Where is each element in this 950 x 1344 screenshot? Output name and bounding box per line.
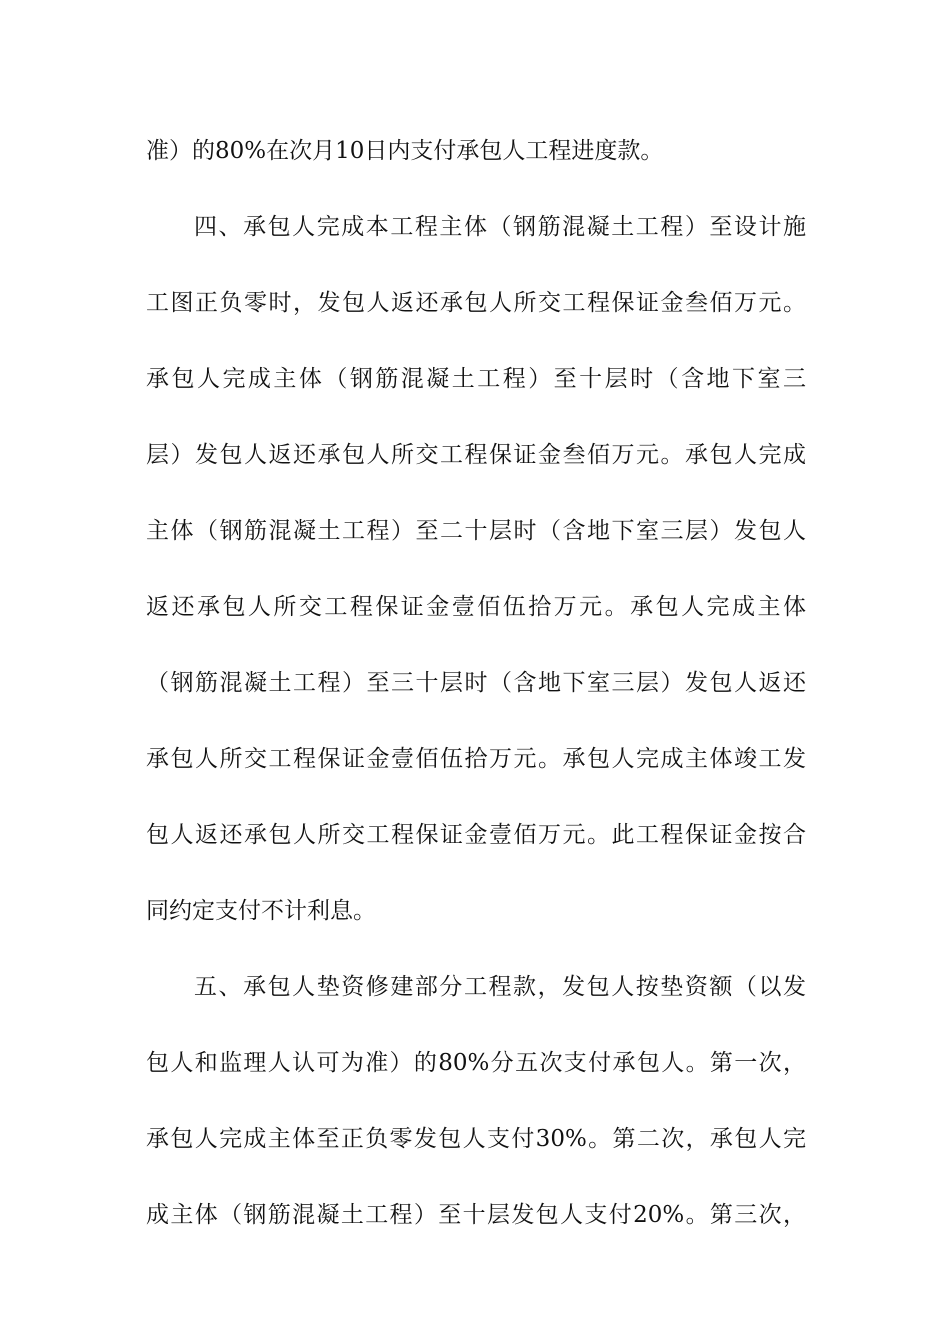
text-line: 主体（钢筋混凝土工程）至二十层时（含地下室三层）发包人 — [146, 518, 806, 544]
text-line: 承包人完成主体（钢筋混凝土工程）至十层时（含地下室三 — [146, 366, 806, 392]
text-line: 四、承包人完成本工程主体（钢筋混凝土工程）至设计施 — [194, 214, 806, 240]
text-line: 层）发包人返还承包人所交工程保证金叁佰万元。承包人完成 — [146, 442, 806, 468]
text-line: 五、承包人垫资修建部分工程款，发包人按垫资额（以发 — [194, 974, 806, 1000]
text-line: 准）的80%在次月10日内支付承包人工程进度款。 — [146, 138, 664, 164]
text-line: 成主体（钢筋混凝土工程）至十层发包人支付20%。第三次， — [146, 1202, 806, 1228]
text-line: 同约定支付不计利息。 — [146, 898, 376, 924]
text-line: 包人和监理人认可为准）的80%分五次支付承包人。第一次， — [146, 1050, 806, 1076]
text-line: 包人返还承包人所交工程保证金壹佰万元。此工程保证金按合 — [146, 822, 806, 848]
text-line: 承包人完成主体至正负零发包人支付30%。第二次，承包人完 — [146, 1126, 806, 1152]
text-line: 工图正负零时，发包人返还承包人所交工程保证金叁佰万元。 — [146, 290, 806, 316]
text-line: （钢筋混凝土工程）至三十层时（含地下室三层）发包人返还 — [146, 670, 806, 696]
text-line: 承包人所交工程保证金壹佰伍拾万元。承包人完成主体竣工发 — [146, 746, 806, 772]
text-line: 返还承包人所交工程保证金壹佰伍拾万元。承包人完成主体 — [146, 594, 806, 620]
